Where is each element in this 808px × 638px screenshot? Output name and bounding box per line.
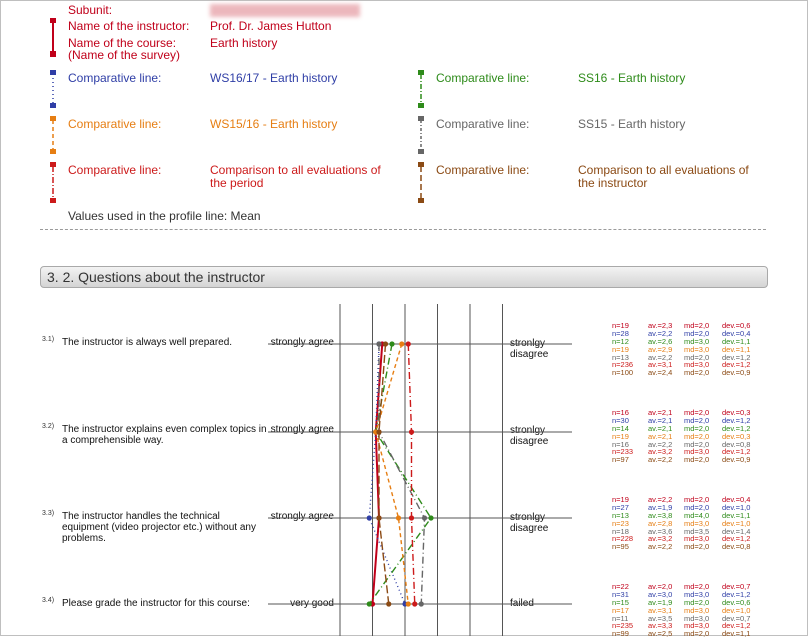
stats-cell: dev.=1,1 [722,344,751,354]
right-pole-label: stronlgy disagree [510,512,549,534]
stats-cell: n=99 [612,629,629,638]
stats-cell: n=19 [612,431,629,441]
stats-cell: md=3,0 [684,589,710,599]
stats-cell: n=23 [612,518,629,528]
stats-cell: dev.=1,2 [722,423,751,433]
stats-cell: dev.=0,3 [722,408,751,417]
stats-cell: av.=2,6 [648,336,673,346]
stats-cell: n=30 [612,415,629,425]
comparative-value-3: WS15/16 - Earth history [210,117,338,131]
stats-cell: dev.=0,3 [722,431,751,441]
values-note: Values used in the profile line: Mean [68,209,261,223]
stats-cell: av.=3,0 [648,589,673,599]
stats-cell: dev.=1,2 [722,360,751,370]
right-pole-label: stronlgy disagree [510,425,549,447]
stats-cell: md=4,0 [684,510,710,520]
profile-point [406,601,411,606]
stats-cell: av.=3,5 [648,613,673,623]
left-pole-label: strongly agree [270,424,334,435]
stats-cell: md=2,0 [684,502,710,512]
stats-cell: md=3,0 [684,613,710,623]
stats-cell: dev.=0,6 [722,321,751,330]
stats-cell: n=97 [612,455,629,465]
stats-cell: av.=2,2 [648,455,673,465]
stats-cell: n=16 [612,439,629,449]
stats-cell: av.=2,2 [648,542,673,552]
right-pole-label: failed [510,598,534,609]
right-pole-label: stronlgy disagree [510,338,549,360]
stats-cell: dev.=1,4 [722,526,751,536]
left-pole-label: strongly agree [270,511,334,522]
stats-cell: md=3,0 [684,344,710,354]
stats-row [612,630,782,638]
stats-cell: n=15 [612,597,629,607]
stats-cell: n=17 [612,605,629,615]
stats-cell: av.=3,2 [648,447,673,457]
stats-cell: dev.=1,2 [722,534,751,544]
stats-cell: n=28 [612,328,629,338]
stats-cell: n=95 [612,542,629,552]
comparative-value-2: SS16 - Earth history [578,71,686,85]
stats-cell: md=2,0 [684,597,710,607]
stats-cell: av.=2,9 [648,344,673,354]
stats-cell: md=3,0 [684,534,710,544]
question-text: Please grade the instructor for this course: [62,598,250,609]
stats-cell: md=2,0 [684,423,710,433]
comparative-value-6: Comparison to all evaluations of the instructor [578,163,749,190]
stats-cell: md=3,0 [684,518,710,528]
stats-cell: n=16 [612,408,629,417]
stats-cell: dev.=0,7 [722,613,751,623]
profile-point [419,601,424,606]
stats-row [612,543,782,551]
stats-cell: dev.=1,1 [722,510,751,520]
stats-cell: md=3,0 [684,447,710,457]
course-name: Earth history [210,36,278,50]
stats-cell: n=19 [612,344,629,354]
stats-cell: md=2,0 [684,542,710,552]
question-number: 3.2) [42,423,55,430]
stats-row [612,369,782,377]
profile-point [422,515,427,520]
stats-cell: n=22 [612,582,629,591]
comparative-label-6: Comparative line: [436,163,530,177]
stats-cell: md=3,0 [684,336,710,346]
left-pole-label: very good [290,598,334,609]
stats-cell: dev.=1,0 [722,518,751,528]
stats-cell: md=2,0 [684,368,710,378]
profile-point [389,341,394,346]
stats-cell: dev.=1,2 [722,352,751,362]
question-statistics [612,409,782,464]
profile-point [409,515,414,520]
stats-cell: n=228 [612,534,634,544]
profile-point [406,341,411,346]
profile-line-series-5 [379,344,425,604]
stats-cell: av.=2,2 [648,495,673,504]
profile-point [396,515,401,520]
stats-cell: md=2,0 [684,629,710,638]
stats-cell: av.=2,0 [648,582,673,591]
question-statistics [612,496,782,551]
stats-cell: dev.=1,2 [722,621,751,631]
profile-point [383,341,388,346]
instructor-name: Prof. Dr. James Hutton [210,19,332,33]
stats-cell: dev.=1,2 [722,447,751,457]
comparative-value-1: WS16/17 - Earth history [210,71,338,85]
comparative-value-4: SS15 - Earth history [578,117,686,131]
stats-cell: n=236 [612,360,634,370]
stats-cell: av.=3,3 [648,621,673,631]
stats-cell: dev.=0,6 [722,597,751,607]
stats-cell: md=3,0 [684,605,710,615]
question-statistics [612,322,782,377]
stats-cell: av.=2,5 [648,629,673,638]
stats-cell: dev.=0,8 [722,439,751,449]
course-label: Name of the course: [68,36,177,50]
stats-cell: n=14 [612,423,629,433]
comparative-value-5: Comparison to all evaluations of the period [210,163,381,190]
stats-cell: dev.=1,2 [722,589,751,599]
stats-cell: n=19 [612,321,629,330]
question-text: The instructor explains even complex topics in a comprehensible way. [62,424,267,446]
stats-cell: md=2,0 [684,455,710,465]
stats-cell: dev.=0,4 [722,495,751,504]
stats-cell: n=31 [612,589,629,599]
stats-row [612,456,782,464]
comparative-label-4: Comparative line: [436,117,530,131]
profile-point [412,601,417,606]
stats-cell: av.=3,8 [648,510,673,520]
stats-cell: md=2,0 [684,328,710,338]
profile-point [376,429,381,434]
question-number: 3.4) [42,597,55,604]
stats-cell: av.=3,2 [648,534,673,544]
stats-cell: av.=2,2 [648,439,673,449]
stats-cell: dev.=1,2 [722,415,751,425]
stats-cell: dev.=1,0 [722,605,751,615]
profile-point [428,515,433,520]
stats-cell: av.=3,6 [648,526,673,536]
profile-point [367,601,372,606]
profile-point [399,341,404,346]
stats-cell: md=2,0 [684,439,710,449]
stats-cell: n=13 [612,510,629,520]
subunit-label: Subunit: [68,3,113,17]
comparative-label-2: Comparative line: [436,71,530,85]
stats-cell: av.=2,3 [648,321,673,330]
question-text: The instructor handles the technical equipment (video projector etc.) without any problems. [62,511,256,544]
survey-label: (Name of the survey) [68,48,181,62]
stats-cell: av.=1,9 [648,597,673,607]
stats-cell: av.=2,1 [648,408,673,417]
profile-point [367,515,372,520]
stats-cell: md=2,0 [684,321,710,330]
comparative-label-5: Comparative line: [68,163,162,177]
stats-cell: av.=2,1 [648,423,673,433]
stats-cell: n=27 [612,502,629,512]
stats-cell: n=18 [612,526,629,536]
profile-point [376,341,381,346]
section-title: 3. 2. Questions about the instructor [47,269,265,285]
stats-cell: av.=2,2 [648,352,673,362]
stats-cell: av.=2,4 [648,368,673,378]
comparative-label-1: Comparative line: [68,71,162,85]
stats-cell: av.=1,9 [648,502,673,512]
profile-point [386,601,391,606]
stats-cell: av.=3,1 [648,360,673,370]
stats-cell: n=100 [612,368,634,378]
stats-cell: n=12 [612,336,629,346]
stats-cell: dev.=0,7 [722,582,751,591]
stats-cell: md=2,0 [684,582,710,591]
stats-cell: n=19 [612,495,629,504]
question-number: 3.3) [42,510,55,517]
profile-point [409,429,414,434]
instructor-label: Name of the instructor: [68,19,190,33]
stats-cell: dev.=1,1 [722,336,751,346]
profile-line-series-6 [408,344,415,604]
stats-cell: md=3,0 [684,621,710,631]
stats-cell: n=233 [612,447,634,457]
stats-cell: md=2,0 [684,408,710,417]
stats-cell: dev.=1,0 [722,502,751,512]
stats-cell: av.=2,8 [648,518,673,528]
stats-cell: av.=2,1 [648,415,673,425]
stats-cell: av.=3,1 [648,605,673,615]
stats-cell: md=2,0 [684,431,710,441]
question-statistics [612,583,782,638]
profile-line-series-4 [376,344,409,604]
profile-line-series-1 [373,344,383,604]
stats-cell: dev.=0,4 [722,328,751,338]
comparative-label-3: Comparative line: [68,117,162,131]
stats-cell: av.=2,1 [648,431,673,441]
stats-cell: md=3,5 [684,526,710,536]
stats-cell: n=11 [612,613,629,623]
stats-cell: md=2,0 [684,495,710,504]
stats-cell: n=13 [612,352,629,362]
stats-cell: md=2,0 [684,415,710,425]
stats-cell: dev.=1,1 [722,629,751,638]
stats-cell: md=3,0 [684,360,710,370]
question-text: The instructor is always well prepared. [62,337,233,348]
stats-cell: dev.=0,9 [722,368,751,378]
left-pole-label: strongly agree [270,337,334,348]
stats-cell: md=2,0 [684,352,710,362]
profile-point [376,515,381,520]
stats-cell: n=235 [612,621,634,631]
stats-cell: dev.=0,8 [722,542,751,552]
stats-cell: av.=2,2 [648,328,673,338]
stats-cell: dev.=0,9 [722,455,751,465]
question-number: 3.1) [42,336,55,343]
